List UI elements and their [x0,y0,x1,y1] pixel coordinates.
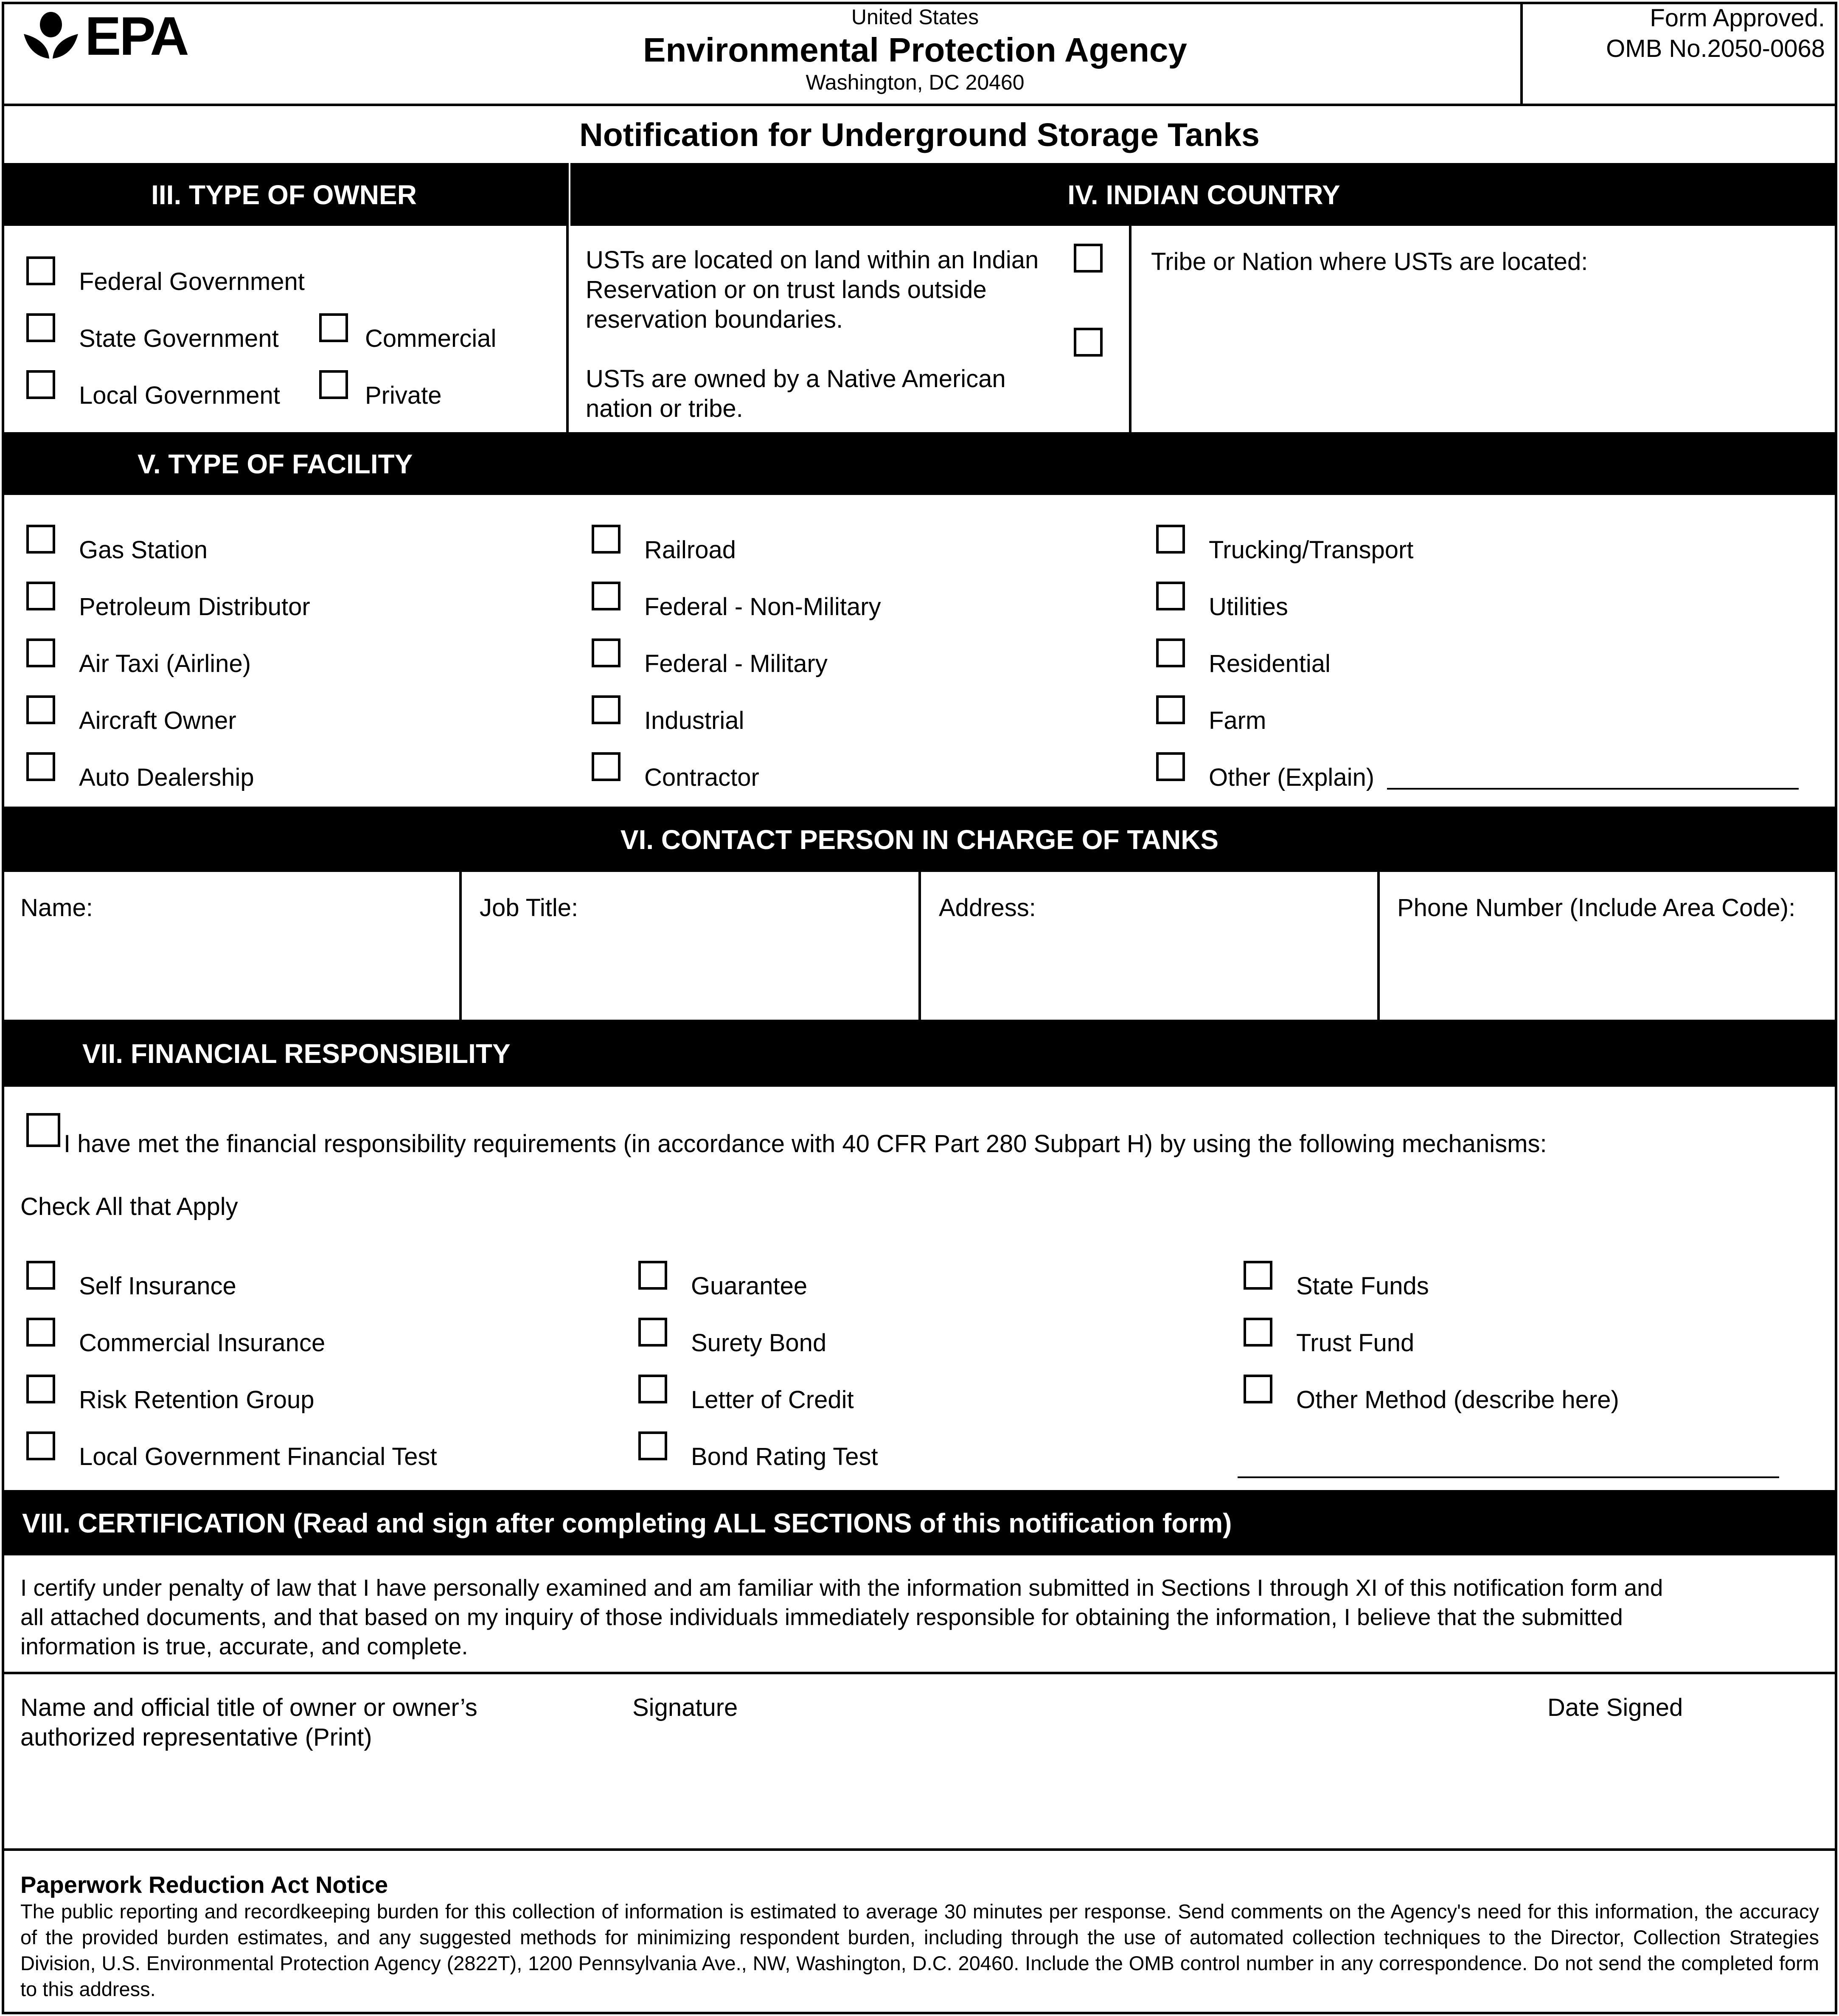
checkbox[interactable] [638,1318,667,1347]
mechanism-other-describe-line[interactable] [1238,1476,1779,1478]
owner-commercial-label: Commercial [365,325,497,352]
facility-label: Federal - Non-Military [644,593,881,621]
mechanism-label: Trust Fund [1296,1329,1415,1357]
paperwork-text: The public reporting and recordkeeping burden for this collection of information is estimated to average 30 minutes per response. Send comments on the Agency's need for this information, the accuracy of the provided burden estimates, and any suggested methods for minimizing respondent burden, including through the use of automated collection techniques to the Director, Collection Strategies Division, U.S. Environmental Protection Agency (2822T), 1200 Pennsylvania Ave., NW, Washington, D.C. 20460. Include the OMB control number in any correspondence. Do not send the completed form to this address. [20,1900,1819,2000]
facility-label: Auto Dealership [79,764,254,791]
facility-label: Trucking/Transport [1209,536,1414,564]
checkbox[interactable] [26,1261,55,1290]
indian-land-checkbox[interactable] [1074,244,1103,273]
certification-line2: all attached documents, and that based on my inquiry of those individuals immediately responsible for obtaining the information, I believe that the submitted [20,1604,1623,1630]
financial-met-checkbox[interactable] [26,1113,60,1147]
checkbox[interactable] [26,752,55,781]
facility-label: Federal - Military [644,650,828,678]
indian-land-line2: Reservation or on trust lands outside [586,276,987,304]
agency-address: Washington, DC 20460 [806,70,1025,94]
form-approved-label: Form Approved. [1650,4,1825,32]
owner-private-label: Private [365,382,442,409]
checkbox[interactable] [1156,752,1185,781]
facility-label: Residential [1209,650,1331,678]
checkbox[interactable] [638,1375,667,1403]
mechanism-label: Other Method (describe here) [1296,1386,1619,1414]
indian-land-line3: reservation boundaries. [586,306,843,333]
signer-name-label-line2: authorized representative (Print) [20,1724,372,1751]
section5-header-bar [2,432,1837,495]
epa-logo-text: EPA [85,6,188,67]
date-signed-label: Date Signed [1547,1694,1683,1721]
mechanism-label: Letter of Credit [691,1386,854,1414]
mechanism-label: Bond Rating Test [691,1443,878,1471]
native-owned-checkbox[interactable] [1074,328,1103,357]
owner-local-label: Local Government [79,382,280,409]
section3-divider [566,163,569,432]
section6-title: VI. CONTACT PERSON IN CHARGE OF TANKS [620,824,1219,855]
checkbox[interactable] [26,525,55,554]
contact-divider-3 [1377,872,1380,1020]
checkbox[interactable] [26,256,55,285]
checkbox[interactable] [638,1261,667,1290]
checkbox[interactable] [1156,695,1185,724]
mechanism-label: Surety Bond [691,1329,827,1357]
checkbox[interactable] [26,313,55,342]
checkbox[interactable] [26,638,55,667]
agency-name: Environmental Protection Agency [643,31,1187,69]
header-divider [1520,2,1523,105]
facility-label: Petroleum Distributor [79,593,310,621]
native-owned-line1: USTs are owned by a Native American [586,365,1006,393]
checkbox[interactable] [1156,638,1185,667]
mechanism-label: Risk Retention Group [79,1386,314,1414]
section6-header-bar [2,807,1837,872]
checkbox[interactable] [592,695,620,724]
checkbox[interactable] [592,525,620,554]
section7-header-bar [2,1020,1837,1087]
section3-header-bar [2,163,566,226]
form-title: Notification for Underground Storage Tanks [579,117,1260,153]
section8-header-bar [2,1490,1837,1555]
checkbox[interactable] [26,1318,55,1347]
facility-label: Aircraft Owner [79,707,236,734]
epa-logo [21,6,233,67]
certification-rule [2,1672,1837,1674]
owner-state-label: State Government [79,325,279,352]
checkbox[interactable] [26,695,55,724]
section4-divider [1129,226,1131,432]
facility-label: Industrial [644,707,744,734]
facility-label: Railroad [644,536,736,564]
epa-flower-icon [21,8,81,64]
contact-divider-2 [918,872,921,1020]
paperwork-title: Paperwork Reduction Act Notice [20,1871,388,1898]
checkbox[interactable] [1156,525,1185,554]
facility-label: Utilities [1209,593,1288,621]
mechanism-label: Self Insurance [79,1272,236,1300]
checkbox[interactable] [1156,582,1185,610]
native-owned-line2: nation or tribe. [586,395,743,422]
check-all-label: Check All that Apply [20,1193,238,1220]
checkbox[interactable] [592,582,620,610]
certification-line3: information is true, accurate, and complete. [20,1633,468,1659]
section8-title: VIII. CERTIFICATION (Read and sign after completing ALL SECTIONS of this notification form) [22,1508,1232,1538]
checkbox[interactable] [319,370,348,399]
checkbox[interactable] [1244,1318,1272,1347]
checkbox[interactable] [26,582,55,610]
checkbox[interactable] [592,752,620,781]
tribe-label: Tribe or Nation where USTs are located: [1151,248,1588,276]
contact-phone-label: Phone Number (Include Area Code): [1397,894,1796,922]
paperwork-rule [2,1848,1837,1851]
owner-federal-label: Federal Government [79,268,305,295]
facility-label: Gas Station [79,536,208,564]
indian-land-line1: USTs are located on land within an Indian [586,246,1039,274]
checkbox[interactable] [592,638,620,667]
header-bottom-rule [2,104,1837,106]
mechanism-label: Local Government Financial Test [79,1443,437,1471]
omb-number: OMB No.2050-0068 [1606,35,1825,62]
contact-divider-1 [459,872,462,1020]
facility-label: Farm [1209,707,1266,734]
facility-label: Other (Explain) [1209,764,1375,791]
facility-label: Contractor [644,764,759,791]
checkbox[interactable] [638,1431,667,1460]
mechanism-label: Guarantee [691,1272,808,1300]
contact-name-label: Name: [20,894,93,922]
section7-title: VII. FINANCIAL RESPONSIBILITY [82,1038,511,1069]
mechanism-label: State Funds [1296,1272,1429,1300]
section4-title: IV. INDIAN COUNTRY [1067,180,1340,210]
contact-job-title-label: Job Title: [480,894,578,922]
checkbox[interactable] [1244,1261,1272,1290]
agency-line1: United States [851,5,979,29]
section3-title: III. TYPE OF OWNER [151,180,417,210]
checkbox[interactable] [26,1375,55,1403]
checkbox[interactable] [1244,1375,1272,1403]
mechanism-label: Commercial Insurance [79,1329,326,1357]
section5-title: V. TYPE OF FACILITY [138,449,413,479]
financial-statement: I have met the financial responsibility requirements (in accordance with 40 CFR Part 280 Subpart H) by using the following mechanisms: [64,1130,1547,1158]
signature-label: Signature [632,1694,738,1721]
contact-address-label: Address: [939,894,1036,922]
certification-line1: I certify under penalty of law that I have personally examined and am familiar with the information submitted in Sections I through XI of this notification form and [20,1575,1663,1601]
checkbox[interactable] [26,370,55,399]
signer-name-label-line1: Name and official title of owner or owner’s [20,1694,477,1721]
facility-other-explain-line[interactable] [1387,788,1799,790]
checkbox[interactable] [319,313,348,342]
section4-header-bar [570,163,1837,226]
checkbox[interactable] [26,1431,55,1460]
facility-label: Air Taxi (Airline) [79,650,251,678]
